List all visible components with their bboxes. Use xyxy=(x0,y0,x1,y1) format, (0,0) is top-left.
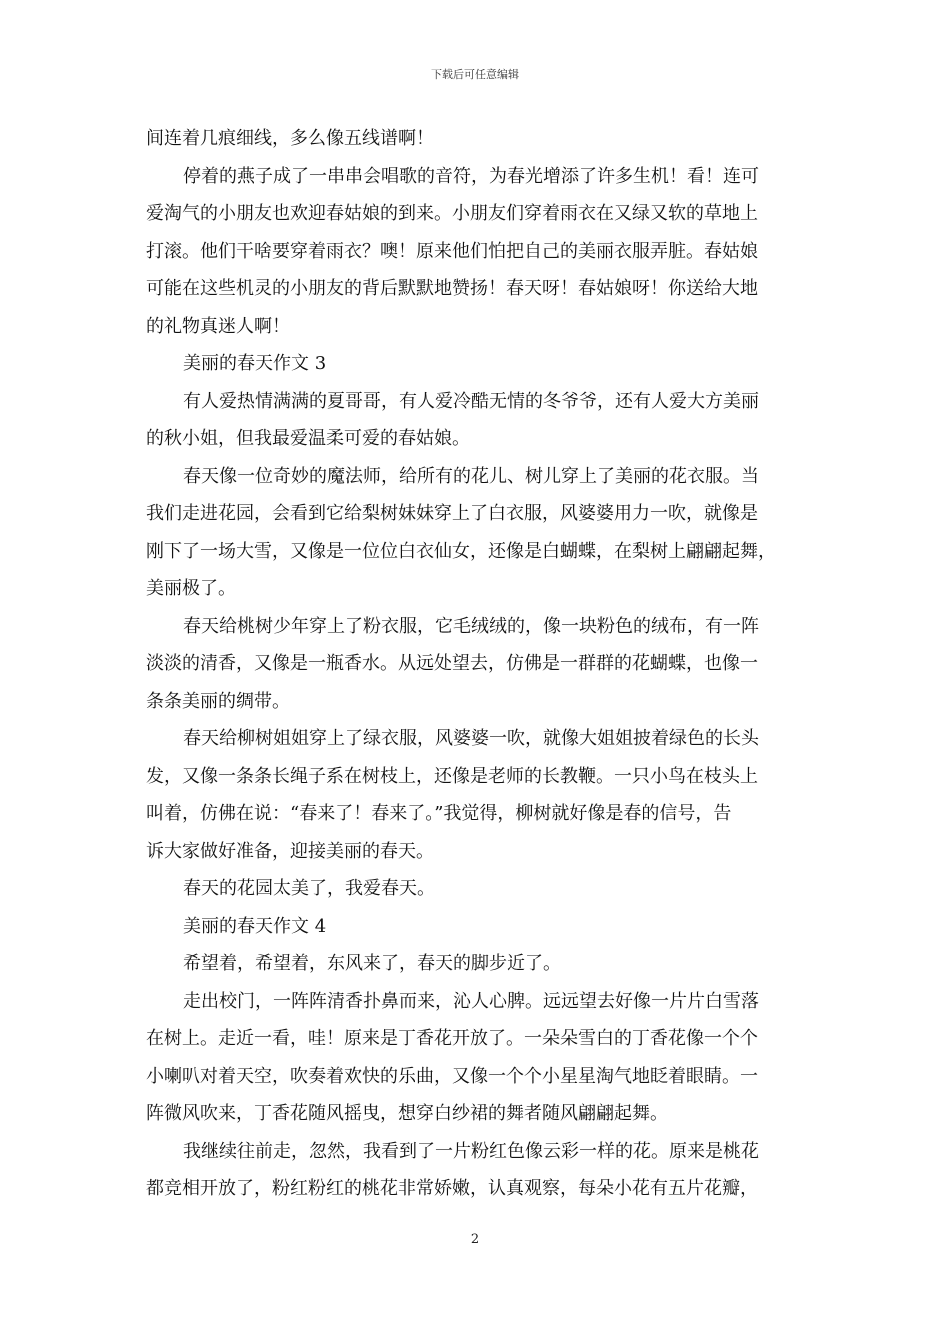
text-line: 叫着，仿佛在说：“春来了！春来了。”我觉得，柳树就好像是春的信号，告 xyxy=(146,803,732,824)
text-line: 美丽极了。 xyxy=(146,578,236,599)
text-line: 春天给柳树姐姐穿上了绿衣服，风婆婆一吹，就像大姐姐披着绿色的长头 xyxy=(183,728,759,749)
text-line: 诉大家做好准备，迎接美丽的春天。 xyxy=(146,840,434,862)
text-line: 淡淡的清香，又像是一瓶香水。从远处望去，仿佛是一群群的花蝴蝶，也像一 xyxy=(146,653,758,674)
text-line: 春天的花园太美了，我爱春天。 xyxy=(183,878,435,899)
text-line: 有人爱热情满满的夏哥哥，有人爱冷酷无情的冬爷爷，还有人爱大方美丽 xyxy=(183,390,759,412)
text-line: 美丽的春天作文 4 xyxy=(183,915,327,937)
text-line: 发，又像一条条长绳子系在树枝上，还像是老师的长教鞭。一只小鸟在枝头上 xyxy=(146,765,758,787)
text-line: 停着的燕子成了一串串会唱歌的音符，为春光增添了许多生机！看！连可 xyxy=(183,165,759,187)
text-line: 我们走进花园，会看到它给梨树妹妹穿上了白衣服，风婆婆用力一吹，就像是 xyxy=(146,503,758,524)
text-line: 走出校门，一阵阵清香扑鼻而来，沁人心脾。远远望去好像一片片白雪落 xyxy=(183,990,759,1012)
text-line: 都竞相开放了，粉红粉红的桃花非常娇嫩，认真观察，每朵小花有五片花瓣， xyxy=(146,1178,758,1199)
text-line: 可能在这些机灵的小朋友的背后默默地赞扬！春天呀！春姑娘呀！你送给大地 xyxy=(146,278,758,299)
text-line: 春天给桃树少年穿上了粉衣服，它毛绒绒的，像一块粉色的绒布，有一阵 xyxy=(183,615,759,637)
text-line: 春天像一位奇妙的魔法师，给所有的花儿、树儿穿上了美丽的花衣服。当 xyxy=(183,465,759,487)
text-line: 小喇叭对着天空，吹奏着欢快的乐曲，又像一个个小星星淘气地眨着眼睛。一 xyxy=(146,1065,758,1087)
text-line: 的礼物真迷人啊！ xyxy=(146,315,290,337)
text-line: 的秋小姐，但我最爱温柔可爱的春姑娘。 xyxy=(146,428,470,449)
text-line: 我继续往前走，忽然，我看到了一片粉红色像云彩一样的花。原来是桃花 xyxy=(183,1140,759,1162)
text-line: 阵微风吹来，丁香花随风摇曳，想穿白纱裙的舞者随风翩翩起舞。 xyxy=(146,1103,668,1124)
document-body xyxy=(146,120,808,1208)
text-line: 美丽的春天作文 3 xyxy=(183,353,327,374)
page-header: 下载后可任意编辑 xyxy=(431,68,519,81)
text-line: 间连着几痕细线，多么像五线谱啊！ xyxy=(146,128,434,149)
text-line: 爱淘气的小朋友也欢迎春姑娘的到来。小朋友们穿着雨衣在又绿又软的草地上 xyxy=(146,203,758,224)
text-line: 在树上。走近一看，哇！原来是丁香花开放了。一朵朵雪白的丁香花像一个个 xyxy=(146,1028,758,1049)
page-number: 2 xyxy=(470,1232,480,1247)
text-line: 条条美丽的绸带。 xyxy=(146,690,290,712)
text-line: 希望着，希望着，东风来了，春天的脚步近了。 xyxy=(183,953,561,974)
text-line: 打滚。他们干啥要穿着雨衣？噢！原来他们怕把自己的美丽衣服弄脏。春姑娘 xyxy=(146,240,758,262)
text-line: 刚下了一场大雪，又像是一位位白衣仙女，还像是白蝴蝶，在梨树上翩翩起舞， xyxy=(146,540,776,562)
